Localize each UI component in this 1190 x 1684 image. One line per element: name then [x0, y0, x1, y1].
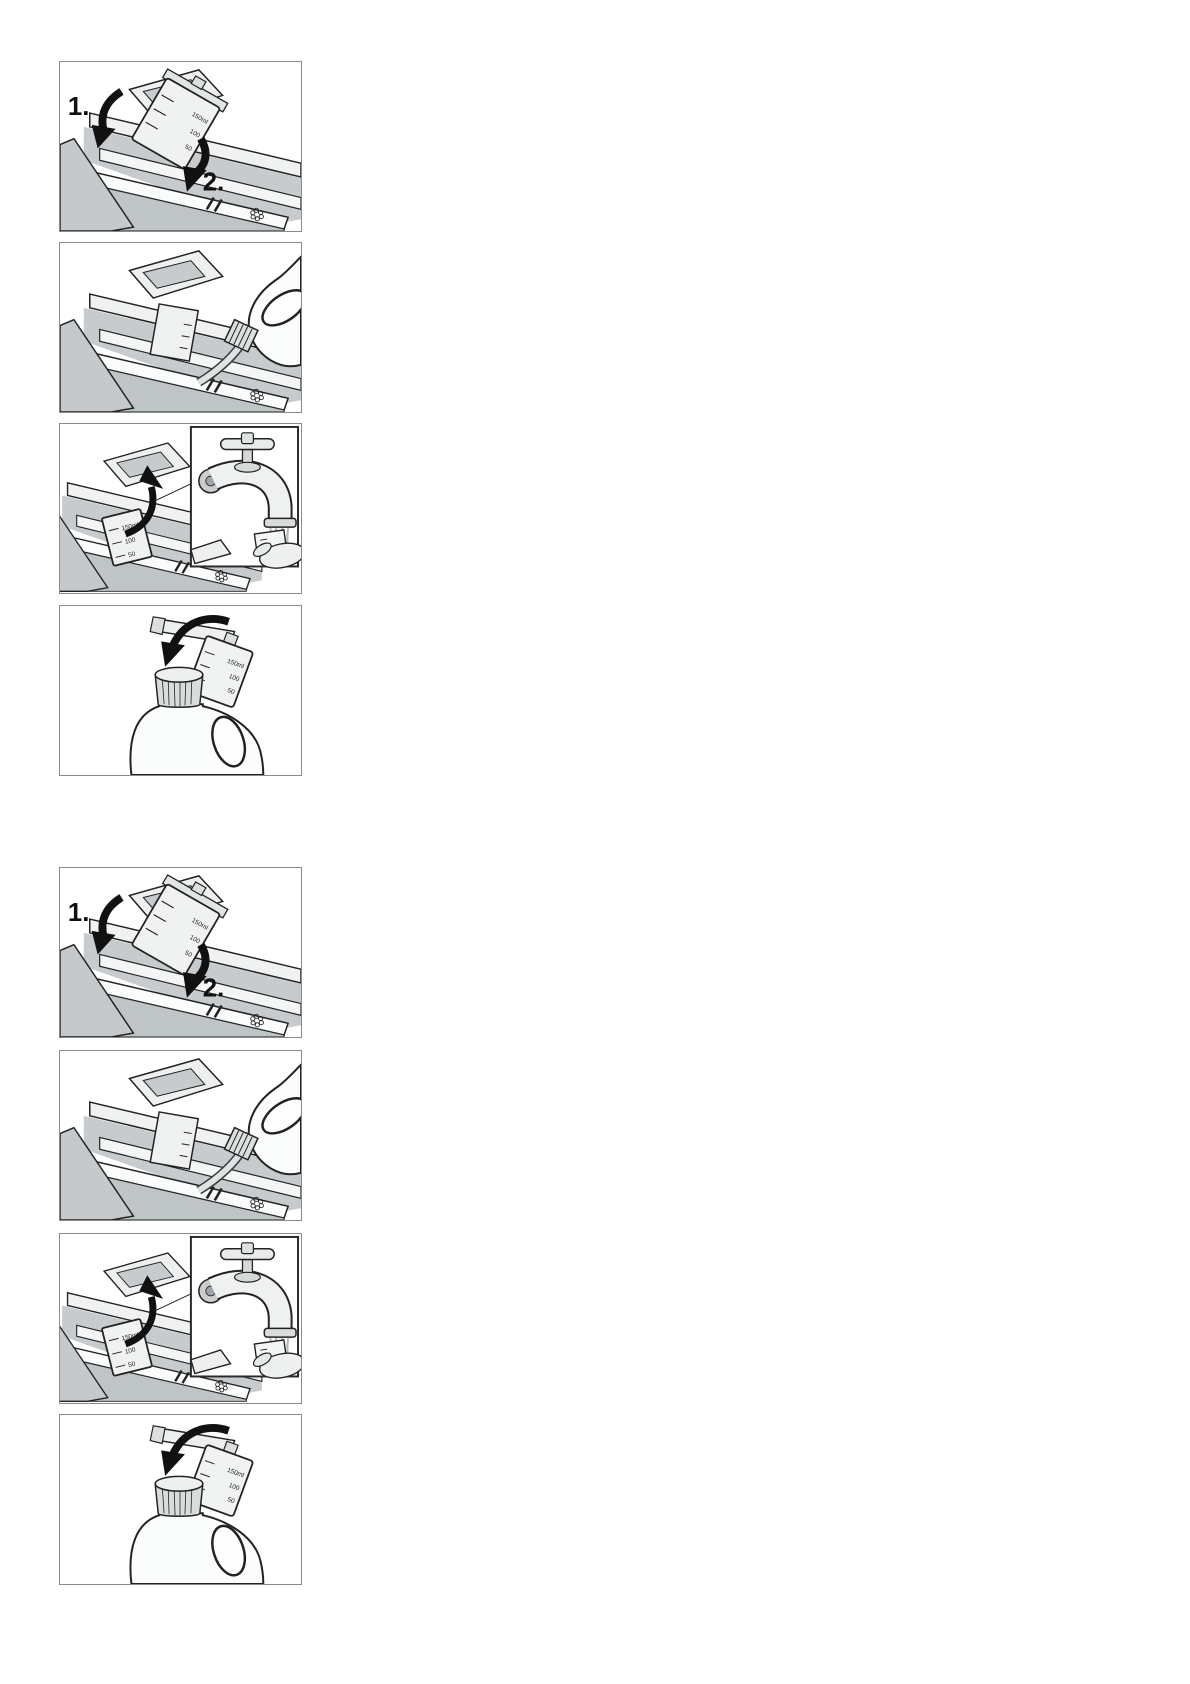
illustration-flip-cup-into-drawer	[60, 62, 301, 231]
instruction-panel-4	[59, 605, 302, 776]
illustration-pour-detergent-into-cup	[60, 1051, 301, 1220]
instruction-panel-7	[59, 1233, 302, 1404]
instruction-panel-2	[59, 242, 302, 413]
illustration-flip-cup-into-drawer	[60, 868, 301, 1037]
illustration-rinse-cup-under-tap	[60, 424, 301, 593]
instruction-panel-5	[59, 867, 302, 1038]
instruction-panel-3	[59, 423, 302, 594]
illustration-rinse-cup-under-tap	[60, 1234, 301, 1403]
illustration-clip-cup-onto-bottle	[60, 606, 301, 775]
illustration-clip-cup-onto-bottle	[60, 1415, 301, 1584]
instruction-panel-6	[59, 1050, 302, 1221]
instruction-panel-8	[59, 1414, 302, 1585]
illustration-pour-detergent-into-cup	[60, 243, 301, 412]
instruction-panel-1	[59, 61, 302, 232]
